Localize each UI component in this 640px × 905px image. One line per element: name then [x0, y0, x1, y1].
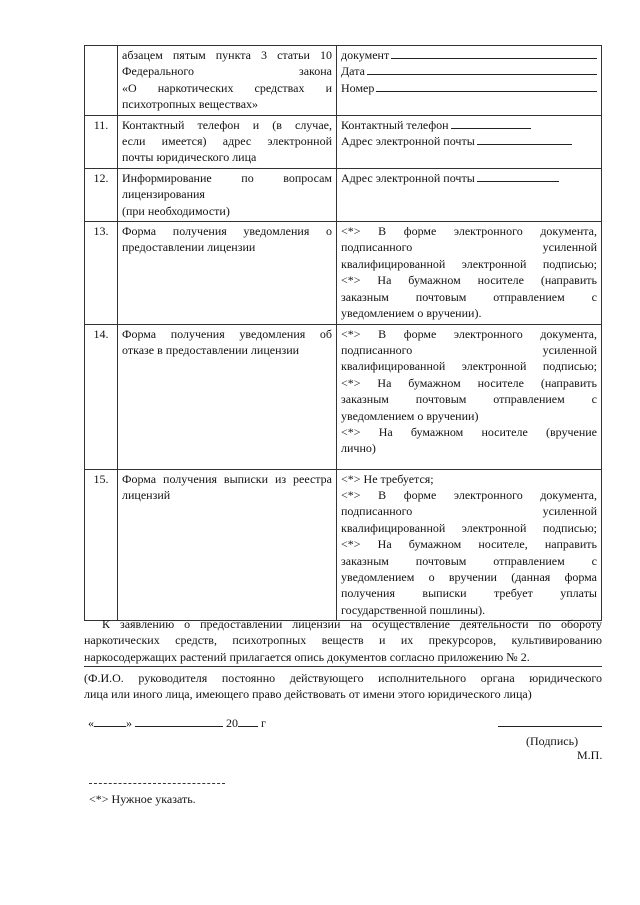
option-line: лично) [341, 441, 376, 456]
row-value [337, 168, 602, 221]
day-blank[interactable] [94, 715, 126, 727]
month-blank[interactable] [135, 715, 223, 727]
fio-caption [84, 670, 602, 703]
label-line: Форма получения выписки из реестра [122, 471, 332, 486]
closing-paragraph [84, 616, 602, 665]
field-label: Дата [341, 64, 365, 79]
date-field[interactable] [341, 63, 597, 79]
label-line: Федерального закона [122, 64, 332, 79]
name-signature-line[interactable] [84, 666, 602, 667]
option-line: получения выписки требует уплаты [341, 586, 597, 601]
field-label: Адрес электронной почты [341, 134, 475, 149]
field-label: Адрес электронной почты [341, 170, 475, 185]
option-line: <*> Не требуется; [341, 471, 434, 486]
option-line: подписанного усиленной [341, 504, 597, 519]
row-label [118, 222, 337, 324]
option-line: подписанного усиленной [341, 240, 597, 255]
open-quote: « [88, 716, 94, 730]
option-line: <*> На бумажном носителе (направить [341, 273, 597, 288]
row-value [337, 222, 602, 324]
row-number: 15. [85, 469, 118, 621]
option-line: <*> На бумажном носителе, направить [341, 537, 597, 552]
row-value [337, 324, 602, 469]
row-number: 13. [85, 222, 118, 324]
option-line: <*> В форме электронного документа, [341, 326, 597, 341]
email-field[interactable] [341, 133, 597, 149]
row-label [118, 46, 337, 116]
option-line: уведомлением о вручении) [341, 408, 479, 423]
option-line: уведомлением о вручении (данная форма [341, 569, 597, 584]
field-label: документ [341, 48, 390, 62]
option-line: квалифицированной электронной подписью; [341, 520, 597, 535]
year-prefix: 20 [226, 716, 238, 730]
label-line: (при необходимости) [122, 203, 230, 218]
row-value [337, 115, 602, 168]
row-label [118, 115, 337, 168]
label-line: Контактный телефон и (в случае, [122, 117, 332, 132]
label-line: почты юридического лица [122, 150, 257, 165]
label-line: Информирование по вопросам [122, 170, 332, 185]
year-suffix: г [261, 716, 266, 730]
footnote-divider [89, 783, 225, 784]
signature-line[interactable] [498, 726, 602, 727]
label-line: психотропных веществах» [122, 97, 259, 112]
label-line: лицензий [122, 487, 171, 502]
document-field[interactable] [341, 47, 597, 63]
option-line: государственной пошлины). [341, 602, 486, 617]
date-field[interactable] [88, 715, 266, 731]
option-line: <*> В форме электронного документа, [341, 487, 597, 502]
option-line: <*> На бумажном носителе (направить [341, 375, 597, 390]
option-line: уведомлением о вручении). [341, 306, 482, 321]
row-label [118, 168, 337, 221]
label-line: абзацем пятым пункта 3 статьи 10 [122, 48, 332, 62]
close-quote: » [126, 716, 132, 730]
option-line: <*> На бумажном носителе (вручение [341, 424, 597, 439]
row-number: 12. [85, 168, 118, 221]
application-table [84, 45, 602, 621]
option-line: заказным почтовым отправлением с [341, 289, 597, 304]
label-line: предоставлении лицензии [122, 240, 256, 255]
option-line: квалифицированной электронной подписью; [341, 256, 597, 271]
number-field[interactable] [341, 80, 597, 96]
label-line: лицензирования [122, 187, 205, 202]
row-number: 14. [85, 324, 118, 469]
field-label: Номер [341, 80, 375, 95]
label-line: если имеется) адрес электронной [122, 134, 332, 149]
table-row [85, 222, 602, 324]
field-label: Контактный телефон [341, 117, 449, 132]
contact-phone-field[interactable] [341, 117, 597, 133]
option-line: <*> В форме электронного документа, [341, 224, 597, 239]
table-row [85, 46, 602, 116]
closing-line: К заявлению о предоставлении лицензии на осуществление деятельности по обороту [102, 617, 602, 631]
closing-line: наркосодержащих растений прилагается опись документов согласно приложению № 2. [84, 649, 530, 664]
row-value [337, 46, 602, 116]
table-row [85, 469, 602, 621]
closing-line: наркотических средств, психотропных веществ и их прекурсоров, культивированию [84, 633, 602, 648]
info-email-field[interactable] [341, 170, 597, 186]
option-line: квалифицированной электронной подписью; [341, 359, 597, 374]
table-row [85, 168, 602, 221]
fio-line: лица или иного лица, имеющего право действовать от имени этого юридического лица) [84, 687, 532, 702]
row-number [85, 46, 118, 116]
year-blank[interactable] [238, 715, 258, 727]
label-line: «О наркотических средствах и [122, 80, 332, 95]
signature-label: (Подпись) [526, 734, 579, 748]
row-label [118, 324, 337, 469]
option-line: подписанного усиленной [341, 342, 597, 357]
label-line: Форма получения уведомления об [122, 326, 332, 341]
table-row [85, 115, 602, 168]
option-line: заказным почтовым отправлением с [341, 553, 597, 568]
fio-line: (Ф.И.О. руководителя постоянно действующего исполнительного органа юридического [84, 671, 602, 685]
row-label [118, 469, 337, 621]
table-row [85, 324, 602, 469]
label-line: Форма получения уведомления о [122, 224, 332, 239]
footnote: <*> Нужное указать. [89, 792, 196, 806]
label-line: отказе в предоставлении лицензии [122, 342, 300, 357]
option-line: заказным почтовым отправлением с [341, 392, 597, 407]
stamp-label: М.П. [577, 748, 603, 762]
row-value [337, 469, 602, 621]
row-number: 11. [85, 115, 118, 168]
